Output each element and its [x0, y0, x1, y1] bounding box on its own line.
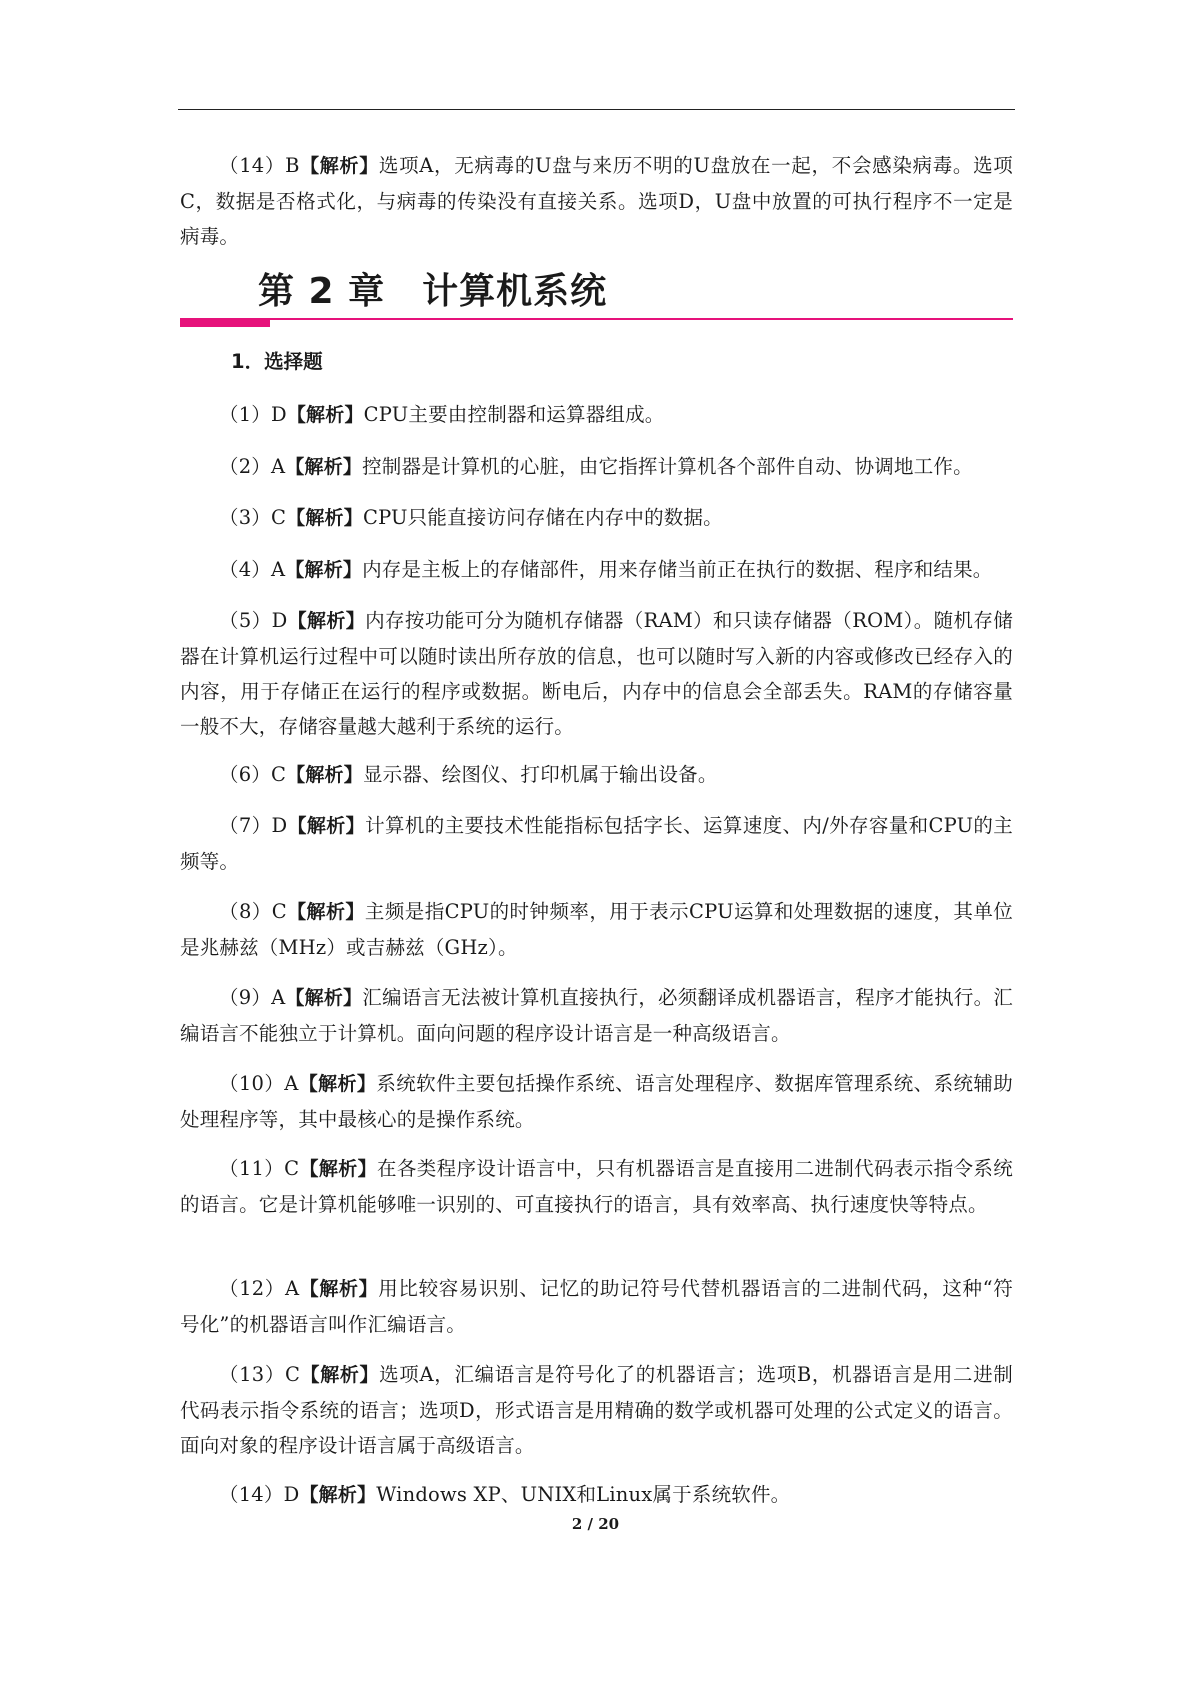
answer-label: （14）B [219, 154, 300, 177]
answer-label: （4）A [219, 558, 286, 581]
section-heading: 1．选择题 [231, 350, 323, 373]
answer-item-2 [180, 449, 1013, 485]
analysis-text: Windows XP、UNIX和Linux属于系统软件。 [376, 1483, 791, 1506]
analysis-tag: 【解析】 [299, 155, 379, 177]
analysis-text: 系统软件主要包括操作系统、语言处理程序、数据库管理系统、系统辅助处理程序等，其中最核心的是操作系统。 [180, 1072, 1013, 1131]
answer-label: （13）C [219, 1363, 301, 1386]
answer-label: （11）C [219, 1157, 300, 1180]
analysis-text: 内存是主板上的存储部件，用来存储当前正在执行的数据、程序和结果。 [362, 558, 993, 581]
answer-item-10 [180, 1066, 1013, 1137]
page-number: 2 / 20 [571, 1515, 620, 1533]
analysis-text: 显示器、绘图仪、打印机属于输出设备。 [362, 763, 718, 786]
answer-label: （6）C [219, 763, 287, 786]
answer-item-4 [180, 552, 1013, 588]
analysis-tag: 【解析】 [286, 507, 363, 529]
analysis-tag: 【解析】 [298, 1073, 377, 1095]
answer-item-3 [180, 500, 1013, 536]
analysis-tag: 【解析】 [299, 1158, 377, 1180]
header-rule [178, 109, 1015, 110]
analysis-tag: 【解析】 [299, 1484, 377, 1506]
answer-item-11 [180, 1151, 1013, 1222]
analysis-text: 选项A，汇编语言是符号化了的机器语言；选项B，机器语言是用二进制代码表示指令系统的语言；选项D，形式语言是用精确的数学或机器可处理的公式定义的语言。面向对象的程序设计语言属于高级语言。 [180, 1363, 1013, 1457]
answer-item-8 [180, 894, 1013, 965]
analysis-text: CPU只能直接访问存储在内存中的数据。 [362, 506, 723, 529]
answer-label: （2）A [219, 455, 286, 478]
analysis-tag: 【解析】 [299, 1278, 379, 1300]
answer-label: （12）A [219, 1277, 300, 1300]
answer-label: （7）D [219, 814, 288, 837]
answer-label: （14）D [219, 1483, 300, 1506]
analysis-tag: 【解析】 [285, 987, 363, 1009]
analysis-text: 在各类程序设计语言中，只有机器语言是直接用二进制代码表示指令系统的语言。它是计算机能够唯一识别的、可直接执行的语言，具有效率高、执行速度快等特点。 [180, 1157, 1014, 1216]
chapter-title: 第 2 章 计算机系统 [258, 271, 608, 312]
analysis-tag: 【解析】 [285, 559, 363, 581]
analysis-tag: 【解析】 [286, 901, 365, 923]
analysis-tag: 【解析】 [285, 456, 363, 478]
answer-item-9 [180, 980, 1013, 1051]
chapter-accent-bar [180, 318, 270, 327]
answer-item-5 [180, 603, 1013, 744]
analysis-text: 选项A，无病毒的U盘与来历不明的U盘放在一起，不会感染病毒。选项C，数据是否格式化，与病毒的传染没有直接关系。选项D，U盘中放置的可执行程序不一定是病毒。 [180, 154, 1013, 248]
analysis-text: 计算机的主要技术性能指标包括字长、运算速度、内/外存容量和CPU的主频等。 [180, 814, 1013, 873]
answer-item-prev-14 [180, 148, 1013, 254]
analysis-text: 汇编语言无法被计算机直接执行，必须翻译成机器语言，程序才能执行。汇编语言不能独立于计算机。面向问题的程序设计语言是一种高级语言。 [180, 986, 1013, 1045]
chapter-rule [180, 318, 1013, 320]
answer-label: （10）A [219, 1072, 299, 1095]
analysis-tag: 【解析】 [287, 815, 366, 837]
answer-item-14 [180, 1477, 1013, 1513]
answer-label: （1）D [219, 403, 287, 426]
answer-label: （3）C [219, 506, 287, 529]
analysis-tag: 【解析】 [286, 404, 364, 426]
answer-item-13 [180, 1357, 1013, 1463]
analysis-tag: 【解析】 [286, 764, 363, 786]
analysis-text: 内存按功能可分为随机存储器（RAM）和只读存储器（ROM）。随机存储器在计算机运行过程中可以随时读出所存放的信息，也可以随时写入新的内容或修改已经存入的内容，用于存储正在运行的程序或数据。断电后，内存中的信息会全部丢失。RAM的存储容量一般不大，存储容量越大越利于系统的运行。 [180, 609, 1013, 738]
answer-item-1 [180, 397, 1013, 433]
answer-label: （9）A [219, 986, 286, 1009]
answer-label: （8）C [219, 900, 287, 923]
analysis-text: 控制器是计算机的心脏，由它指挥计算机各个部件自动、协调地工作。 [362, 455, 973, 478]
analysis-text: 用比较容易识别、记忆的助记符号代替机器语言的二进制代码，这种“符号化”的机器语言叫作汇编语言。 [180, 1277, 1013, 1336]
analysis-text: 主频是指CPU的时钟频率，用于表示CPU运算和处理数据的速度，其单位是兆赫兹（MHz）或吉赫兹（GHz）。 [180, 900, 1013, 959]
analysis-text: CPU主要由控制器和运算器组成。 [363, 403, 665, 426]
answer-item-6 [180, 757, 1013, 793]
analysis-tag: 【解析】 [300, 1364, 380, 1386]
answer-label: （5）D [219, 609, 288, 632]
answer-item-12 [180, 1271, 1013, 1342]
answer-item-7 [180, 808, 1013, 879]
analysis-tag: 【解析】 [287, 610, 366, 632]
